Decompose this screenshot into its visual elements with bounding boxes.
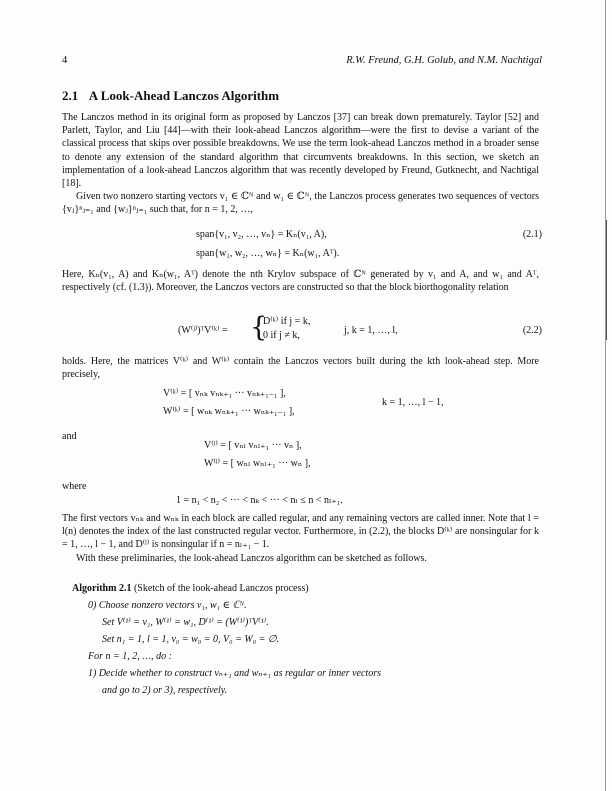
intro-text: The Lanczos method in its original form as proposed by Lanczos [37] can break down prematurely. Taylor [52] and Parlett, Taylor, and Liu [44]—with their look-ahead Lanczos algorithm—were the first to devise a variant of the classical process that skips over possible breakdowns. We use the term look-ahead Lanczos method in a broader sense to denote any extension of the standard algorithm that circumvents breakdowns. In this section, we sketch an implementation of a look-ahead Lanczos algorithm that was recently developed by Freund, Gutknecht, and Nachtigal [18]. xyxy=(62,112,539,190)
algorithm-block xyxy=(72,580,542,699)
eq22-brace: { xyxy=(250,312,268,343)
running-head: R.W. Freund, G.H. Golub, and N.M. Nachtigal xyxy=(346,55,542,66)
here-paragraph: Here, Kₙ(v₁, A) and Kₙ(w₁, Aᵀ) denote the nth Krylov subspace of ℂᴺ generated by v₁ and A, and w₁ and Aᵀ, respectively (cf. (1.3)). Moreover, the Lanczos vectors are constructed so that the block biorthogonality relation xyxy=(62,269,539,294)
regular-text: The first vectors vₙₖ and wₙₖ in each block are called regular, and any remaining vectors are called inner. Note that l = l(n) denotes the index of the last constructed regular vector. Furthermore, in (2.2), the blocks D⁽ᵏ⁾ are nonsingular for k = 1, …, l − 1, and D⁽ˡ⁾ is nonsingular if n = nₗ₊₁ − 1. xyxy=(62,513,539,551)
section-heading xyxy=(62,88,279,104)
algorithm-title: Algorithm 2.1 xyxy=(72,583,132,594)
k-range: k = 1, …, l − 1, xyxy=(382,397,444,408)
wk-matrix: W⁽ᵏ⁾ = [ wₙₖ wₙₖ₊₁ ··· wₙₖ₊₁₋₁ ], xyxy=(163,406,295,417)
algo-step0-set1: Set V⁽¹⁾ = v₁, W⁽¹⁾ = w₁, D⁽¹⁾ = (W⁽¹⁾)ᵀV⁽¹⁾. xyxy=(102,617,269,628)
intro-paragraph xyxy=(62,111,539,217)
eq22-case2: 0 if j ≠ k, xyxy=(263,330,300,341)
scan-edge-mark xyxy=(606,220,607,340)
regular-paragraph xyxy=(62,512,539,565)
eq22-case1: D⁽ᵏ⁾ if j = k, xyxy=(263,316,311,327)
algo-step0: 0) Choose nonzero vectors v₁, w₁ ∈ ℂᴺ. xyxy=(88,600,247,611)
algorithm-caption: (Sketch of the look-ahead Lanczos process) xyxy=(133,583,309,594)
eq21-line2: span{w₁, w₂, …, wₙ} = Kₙ(w₁, Aᵀ). xyxy=(196,248,340,259)
eq21-line1: span{v₁, v₂, …, vₙ} = Kₙ(v₁, A), xyxy=(196,229,327,240)
page-number: 4 xyxy=(62,55,68,66)
wl-matrix: W⁽ˡ⁾ = [ wₙₗ wₙₗ₊₁ ··· wₙ ], xyxy=(204,458,311,469)
section-title: A Look-Ahead Lanczos Algorithm xyxy=(88,88,280,103)
algo-for-loop: For n = 1, 2, …, do : xyxy=(88,651,172,662)
and-text: and xyxy=(62,431,77,442)
scan-edge-line xyxy=(605,0,606,791)
algo-step1-cont: and go to 2) or 3), respectively. xyxy=(102,685,228,696)
vk-matrix: V⁽ᵏ⁾ = [ vₙₖ vₙₖ₊₁ ··· vₙₖ₊₁₋₁ ], xyxy=(163,388,286,399)
algo-step0-set2: Set n₁ = 1, l = 1, v₀ = w₀ = 0, V₀ = W₀ = ∅. xyxy=(102,634,280,645)
eq22-range: j, k = 1, …, l, xyxy=(344,325,398,336)
algorithm-heading xyxy=(72,580,542,597)
vl-matrix: V⁽ˡ⁾ = [ vₙₗ vₙₗ₊₁ ··· vₙ ], xyxy=(204,440,302,451)
holds-paragraph: holds. Here, the matrices V⁽ᵏ⁾ and W⁽ᵏ⁾ contain the Lanczos vectors built during the kth look-ahead step. More precisely, xyxy=(62,356,539,381)
section-number: 2.1 xyxy=(62,88,79,103)
eq21-number: (2.1) xyxy=(522,229,542,240)
algo-step1: 1) Decide whether to construct vₙ₊₁ and wₙ₊₁ as regular or inner vectors xyxy=(88,668,381,679)
where-text: where xyxy=(62,481,87,492)
eq22-number: (2.2) xyxy=(522,325,542,336)
eq22-lhs: (W⁽ʲ⁾)ᵀV⁽ᵏ⁾ = xyxy=(178,325,228,336)
index-ordering: 1 = n₁ < n₂ < ··· < nₖ < ··· < nₗ ≤ n < nₗ₊₁. xyxy=(176,495,343,506)
prelim-text: With these preliminaries, the look-ahead Lanczos algorithm can be sketched as follows. xyxy=(76,552,427,564)
given-text: Given two nonzero starting vectors v₁ ∈ ℂᴺ and w₁ ∈ ℂᴺ, the Lanczos process generates two sequences of vectors {vⱼ}ⁿⱼ₌₁ and {wⱼ}ⁿⱼ₌₁ such that, for n = 1, 2, …, xyxy=(62,191,539,216)
